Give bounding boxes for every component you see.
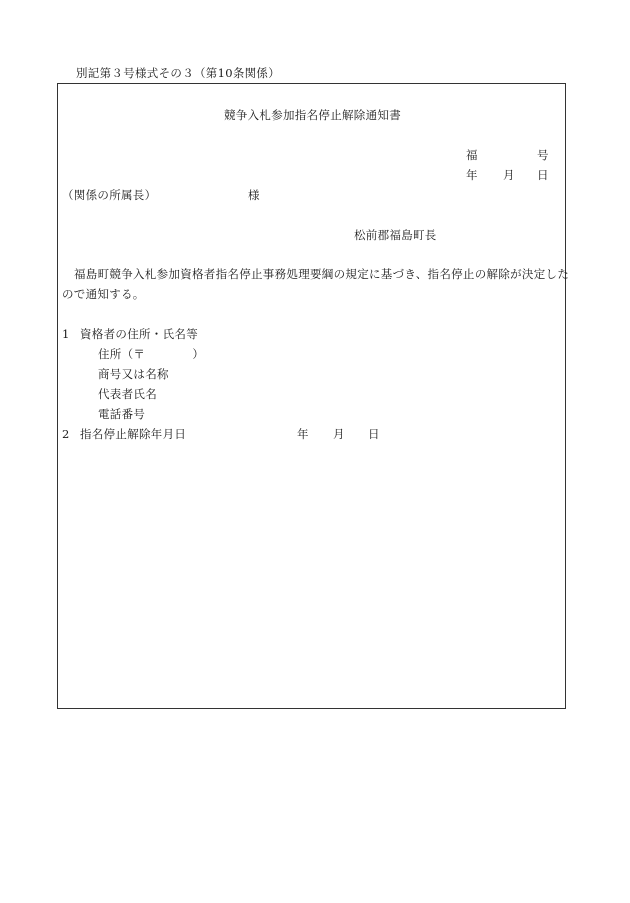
item-2-label: 指名停止解除年月日 xyxy=(80,427,187,441)
item-2-day: 日 xyxy=(368,427,380,441)
date-day: 日 xyxy=(537,168,549,182)
sender-name: 松前郡福島町長 xyxy=(354,228,437,242)
item-1-label: 資格者の住所・氏名等 xyxy=(80,327,198,341)
document-number-suffix: 号 xyxy=(537,148,549,162)
item-1-representative: 代表者氏名 xyxy=(98,387,157,401)
date-month: 月 xyxy=(503,168,515,182)
document-title: 競争入札参加指名停止解除通知書 xyxy=(224,108,401,122)
recipient-label: （関係の所属長） xyxy=(62,188,157,202)
date-year: 年 xyxy=(466,168,478,182)
item-1-address: 住所（〒 ） xyxy=(98,347,205,361)
document-number-prefix: 福 xyxy=(466,148,478,162)
item-1-trade-name: 商号又は名称 xyxy=(98,367,169,381)
item-2-number: 2 xyxy=(62,427,70,441)
item-1-number: 1 xyxy=(62,327,70,341)
form-number: 別記第３号様式その３（第10条関係） xyxy=(76,66,281,80)
item-2-year: 年 xyxy=(297,427,309,441)
recipient-honorific: 様 xyxy=(248,188,260,202)
item-2-month: 月 xyxy=(333,427,345,441)
body-line-2: ので通知する。 xyxy=(62,287,145,301)
item-1-phone: 電話番号 xyxy=(98,407,146,421)
body-line-1: 福島町競争入札参加資格者指名停止事務処理要綱の規定に基づき、指名停止の解除が決定した xyxy=(74,267,570,281)
